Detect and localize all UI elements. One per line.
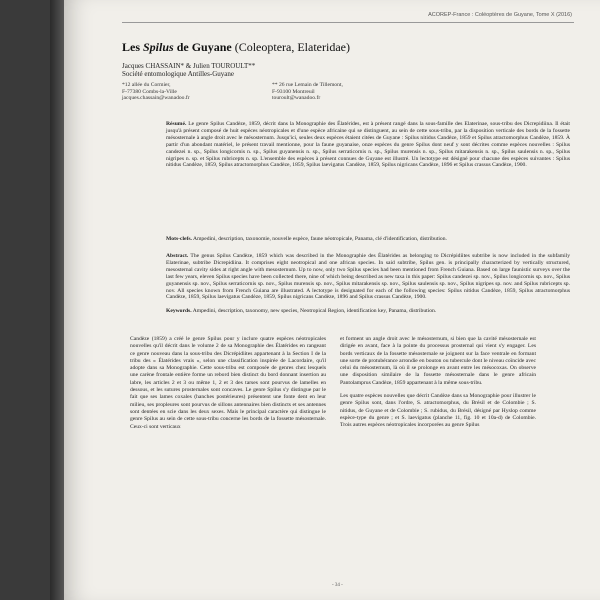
body-column-1: Candèze (1859) a créé le genre Spilus pour y inclure quatre espèces néotropicales nouvelles qu'il décrit dans le volume 2 de sa Monographie des Élatérides en rangeant ce genre nouveau dans la sous-tribu des Dicrépidiites appartenant à la Section I de la tribu des « Élatérides vrais », selon une classification inspirée de Lacordaire, qu'il adopte dans sa Monographie. Cette sous-tribu est composée de genres chez lesquels une carène frontale entière forme un rebord bien distinct du bord donnant insertion au labre, les articles 2 et 3 ou même 1, 2 et 3 des tarses sont pourvus de lamelles en dessous, et les sutures prosternales sont concaves. Le genre Spilus s'y distingue par le fait que ses lames coxales (hanches postérieures) présentent une fonte dent en leur milieu, ses propleures sont pourvus de sillons antennaires bien distincts et ses antennes sont dentées en scie dans les deux sexes. Mais le principal caractère qui distingue le genre Spilus au sein de cette sous-tribu concerne les bords de la fossette mésosternale. Ceux-ci sont verticaux (130, 336, 326, 430)
title-prefix: Les (122, 40, 143, 54)
keywords-french: Mots-clefs. Ampedini, description, taxonomie, nouvelle espèce, faune néotropicale, Panama, clé d'identification, distribution. (166, 236, 447, 242)
body-paragraph: et forment un angle droit avec le mésosternum, si bien que la cavité mésosternale est dirigée en avant, face à la pointe du processus prosternal qui vient s'y engager. Les bords verticaux de la fossette mésosternale se joignent sur la face ventrale en formant une sorte de protubérance arrondie en bouton ou tubercule dont le niveau coïncide avec celui du mésosternum, là où il se prolonge en avant entre les mésocoxas. On observe une disposition similaire de la fossette mésosternale dans le genre africain Pantolamprus Candèze, 1859 appartenant à la même sous-tribu. (340, 336, 536, 386)
body-column-2 (340, 336, 536, 430)
title-genus: Spilus (143, 40, 174, 54)
page-number: - 34 - (332, 583, 343, 588)
authors: Jacques CHASSAIN* & Julien TOUROULT** (122, 62, 256, 70)
title-suffix: de Guyane (173, 40, 235, 54)
authors-block (122, 62, 255, 78)
keywords-english: Keywords. Ampedini, description, taxonomy, new species, Neotropical Region, identification key, Panama, distribution. (166, 308, 437, 314)
society: Société entomologique Antilles-Guyane (122, 70, 234, 78)
address-2: ** 26 rue Lemain de Tillemont, F-93100 Montreuil touroult@wanadoo.fr (272, 82, 343, 102)
article-title (122, 40, 350, 55)
title-subtitle: (Coleoptera, Elateridae) (234, 40, 350, 54)
running-header: ACOREP-France : Coléoptères de Guyane, Tome X (2016) (428, 12, 572, 18)
header-rule (122, 22, 574, 23)
address-1: *12 allée du Cormier, F-77380 Combs-la-Ville jacques.chassain@wanadoo.fr (122, 82, 190, 102)
body-paragraph: Les quatre espèces nouvelles que décrit Candèze dans sa Monographie pour illustrer le genre Spilus sont, dans l'ordre, S. atractomorphus, du Brésil et de Colombie ; S. nitidus, de Guyane et de Colombie ; S. rubidus, du Brésil, désigné par Hyslop comme espèce-type du genre ; et S. laevigatus (planche 11, fig. 10 et 10a-d) de Colombie. Trois autres espèces néotropicales incorporées au genre Spilus (340, 393, 536, 429)
abstract-english: Abstract. The genus Spilus Candèze, 1859 which was described in the Monographie des Élatérides as belonging to Dicrépidiites subtribe is now included in the subfamily Elaterinae, subtribe Dicrepidiina. It comprises eight neotropical and one african species. In said subtribe, Spilus gen. is principally characterized by vertically structured, mesosternal cavity sides at right angle with mesosternum. Up to now, only two Spilus species had been mentioned from French Guiana. Based on large faunistic surveys over the last few years, eleven Spilus species have been collected there, nine of which being described as new taxa in this paper: Spilus candezei sp. nov., Spilus longicornis sp. nov., Spilus guyanensis sp. nov., Spilus serraticornis sp. nov., Spilus murensis sp. nov., Spilus mitarakensis sp. nov., Spilus saulensis sp. nov., Spilus nigripes sp. nov. and Spilus rubricepts sp. nov. All species known from French Guiana are illustrated. A lectotype is designated for each of the following species: Spilus nitidus Candèze, 1859, Spilus atractomorphus Candèze, 1859, Spilus laevigatus Candèze, 1859, Spilus nigricans Candèze, 1896 and Spilus crassus Candèze, 1900. (166, 253, 570, 301)
abstract-french: Résumé. Le genre Spilus Candèze, 1859, décrit dans la Monographie des Élatérides, est à présent rangé dans la sous-famille des Elaterinae, sous-tribu des Dicrepidiina. Il était jusqu'à présent composé de huit espèces néotropicales et d'une espèce africaine qui se distinguent, au sein de cette sous-tribu, par la disposition verticale des bords de la fossette mésosternale à angle droit avec le mésosternum. Jusqu'ici, seules deux espèces étaient citées de Guyane : Spilus nitidus Candèze, 1859 et Spilus atractomorphus Candèze, 1859. À partir d'un abondant matériel, le présent travail mentionne, pour la faune guyanaise, onze espèces du genre Spilus dont neuf y sont décrites comme espèces nouvelles : Spilus candezei n. sp., Spilus longicornis n. sp., Spilus guyanensis n. sp., Spilus serraticornis n. sp., Spilus murensis n. sp., Spilus mitarakensis n. sp., Spilus saulensis n. sp., Spilus nigripes n. sp. et Spilus rubricepts n. sp. L'ensemble des espèces à présent connues de Guyane est illustré. Un lectotype est désigné pour chacune des espèces suivantes : Spilus nitidus Candèze, 1859, Spilus atractomorphus Candèze, 1859, Spilus laevigatus Candèze, 1859, Spilus nigricans Candèze, 1896 et Spilus crassus Candèze, 1900. (166, 121, 570, 169)
journal-page (64, 0, 600, 600)
